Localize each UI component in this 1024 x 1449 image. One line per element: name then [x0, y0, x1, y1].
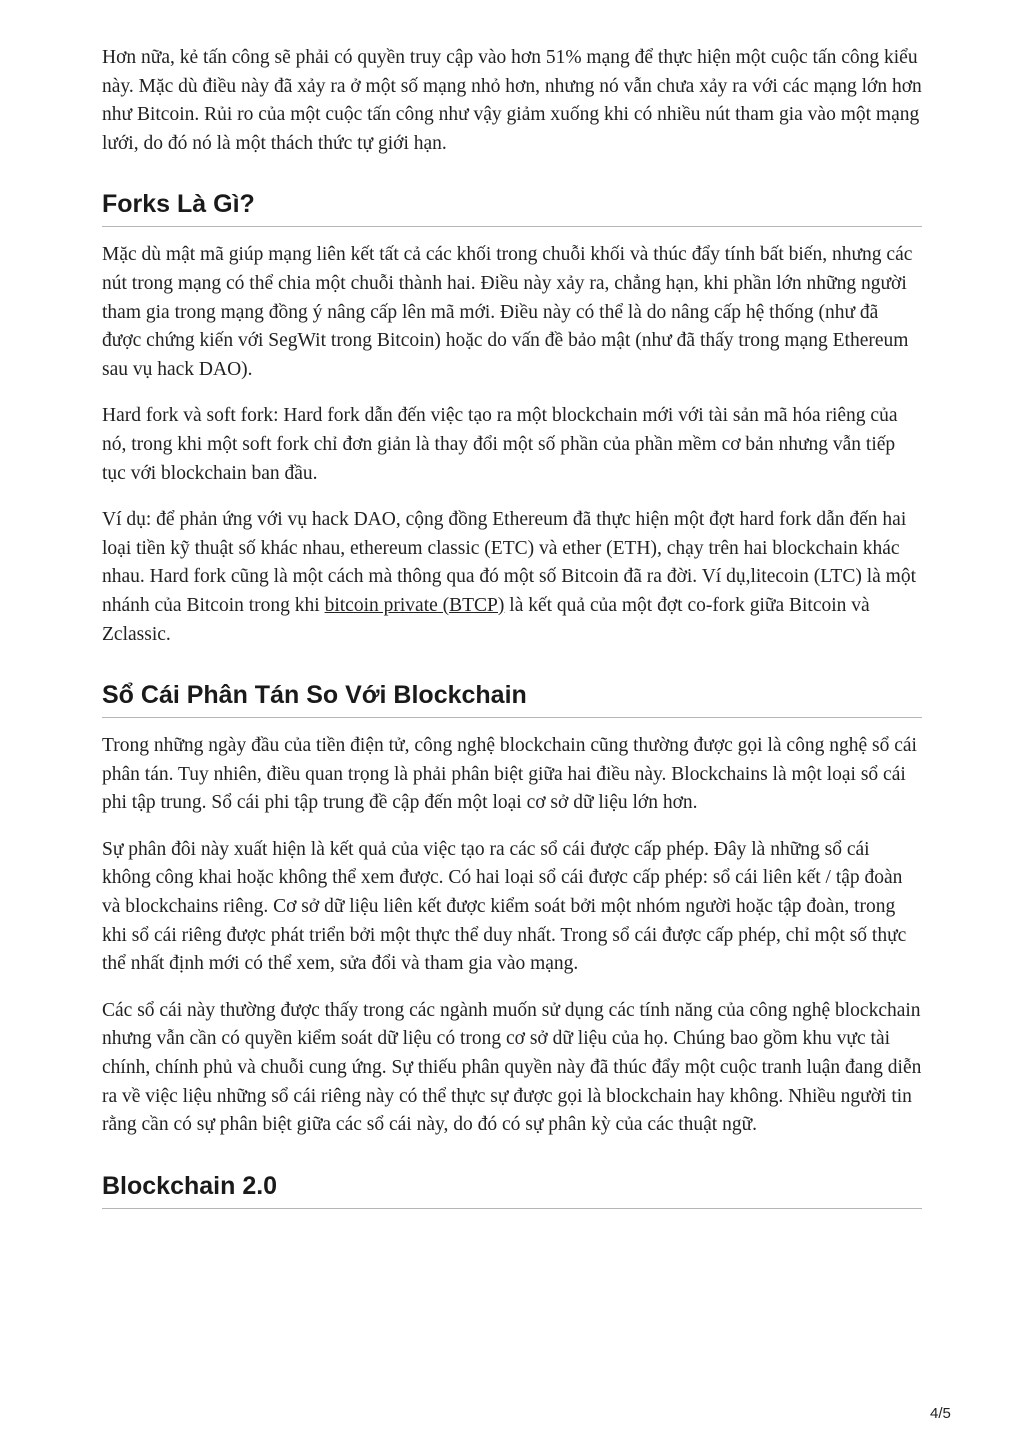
forks-heading: Forks Là Gì?	[102, 188, 922, 227]
page-number: 4/5	[930, 1405, 951, 1422]
document-page	[102, 44, 922, 1223]
ledger-paragraph-3: Các sổ cái này thường được thấy trong các ngành muốn sử dụng các tính năng của công nghệ blockchain nhưng vẫn cần có quyền kiểm soát dữ liệu có trong cơ sở dữ liệu của họ. Chúng bao gồm khu vực tài chính, chính phủ và chuỗi cung ứng. Sự thiếu phân quyền này đã thúc đẩy một cuộc tranh luận đang diễn ra về việc liệu những sổ cái riêng này có thể thực sự được gọi là blockchain hay không. Nhiều người tin rằng cần có sự phân biệt giữa các sổ cái này, do đó có sự phân kỳ của các thuật ngữ.	[102, 999, 922, 1136]
forks-paragraph-1: Mặc dù mật mã giúp mạng liên kết tất cả các khối trong chuỗi khối và thúc đẩy tính bất biến, nhưng các nút trong mạng có thể chia một chuỗi thành hai. Điều này xảy ra, chẳng hạn, khi phần lớn những người tham gia trong mạng đồng ý nâng cấp lên mã mới. Điều này có thể là do nâng cấp hệ thống (như đã được chứng kiến với SegWit trong Bitcoin) hoặc do vấn đề bảo mật (như đã thấy trong mạng Ethereum sau vụ hack DAO).	[102, 244, 913, 380]
ledger-paragraph-2: Sự phân đôi này xuất hiện là kết quả của việc tạo ra các sổ cái được cấp phép. Đây là những sổ cái không công khai hoặc không thể xem được. Có hai loại sổ cái được cấp phép: sổ cái liên kết / tập đoàn và blockchains riêng. Cơ sở dữ liệu liên kết được kiểm soát bởi một nhóm người hoặc tập đoàn, trong khi sổ cái riêng được phát triển bởi một thực thể duy nhất. Trong sổ cái được cấp phép, chỉ một số thực thể nhất định mới có thể xem, sửa đổi và tham gia vào mạng.	[102, 838, 907, 975]
forks-paragraph-3-text-after: là kết quả của một đợt co-fork giữa Bitcoin và Zclassic.	[102, 594, 870, 645]
forks-paragraph-3-text-before: Ví dụ: để phản ứng với vụ hack DAO, cộng đồng Ethereum đã thực hiện một đợt hard fork dẫn đến hai loại tiền kỹ thuật số khác nhau, ethereum classic (ETC) và ether (ETH), chạy trên hai blockchain khác nhau. Hard fork cũng là một cách mà thông qua đó một số Bitcoin đã ra đời. Ví dụ,litecoin (LTC) là một nhánh của Bitcoin trong khi	[102, 509, 916, 616]
forks-paragraph-2: Hard fork và soft fork: Hard fork dẫn đến việc tạo ra một blockchain mới với tài sản mã hóa riêng của nó, trong khi một soft fork chỉ đơn giản là thay đổi một số phần của phần mềm cơ bản nhưng vẫn tiếp tục với blockchain ban đầu.	[102, 405, 898, 484]
forks-paragraph-3	[102, 506, 922, 649]
ledger-heading: Sổ Cái Phân Tán So Với Blockchain	[102, 679, 922, 718]
bitcoin-private-link[interactable]: bitcoin private (BTCP)	[324, 594, 505, 616]
ledger-paragraph-1: Trong những ngày đầu của tiền điện tử, công nghệ blockchain cũng thường được gọi là công nghệ sổ cái phân tán. Tuy nhiên, điều quan trọng là phải phân biệt giữa hai điều này. Blockchains là một loại sổ cái phi tập trung. Sổ cái phi tập trung đề cập đến một loại cơ sở dữ liệu lớn hơn.	[102, 735, 917, 814]
intro-paragraph: Hơn nữa, kẻ tấn công sẽ phải có quyền truy cập vào hơn 51% mạng để thực hiện một cuộc tấn công kiểu này. Mặc dù điều này đã xảy ra ở một số mạng nhỏ hơn, nhưng nó vẫn chưa xảy ra với các mạng lớn hơn như Bitcoin. Rủi ro của một cuộc tấn công như vậy giảm xuống khi có nhiều nút tham gia vào một mạng lưới, do đó nó là một thách thức tự giới hạn.	[102, 47, 922, 154]
blockchain2-heading: Blockchain 2.0	[102, 1170, 922, 1209]
